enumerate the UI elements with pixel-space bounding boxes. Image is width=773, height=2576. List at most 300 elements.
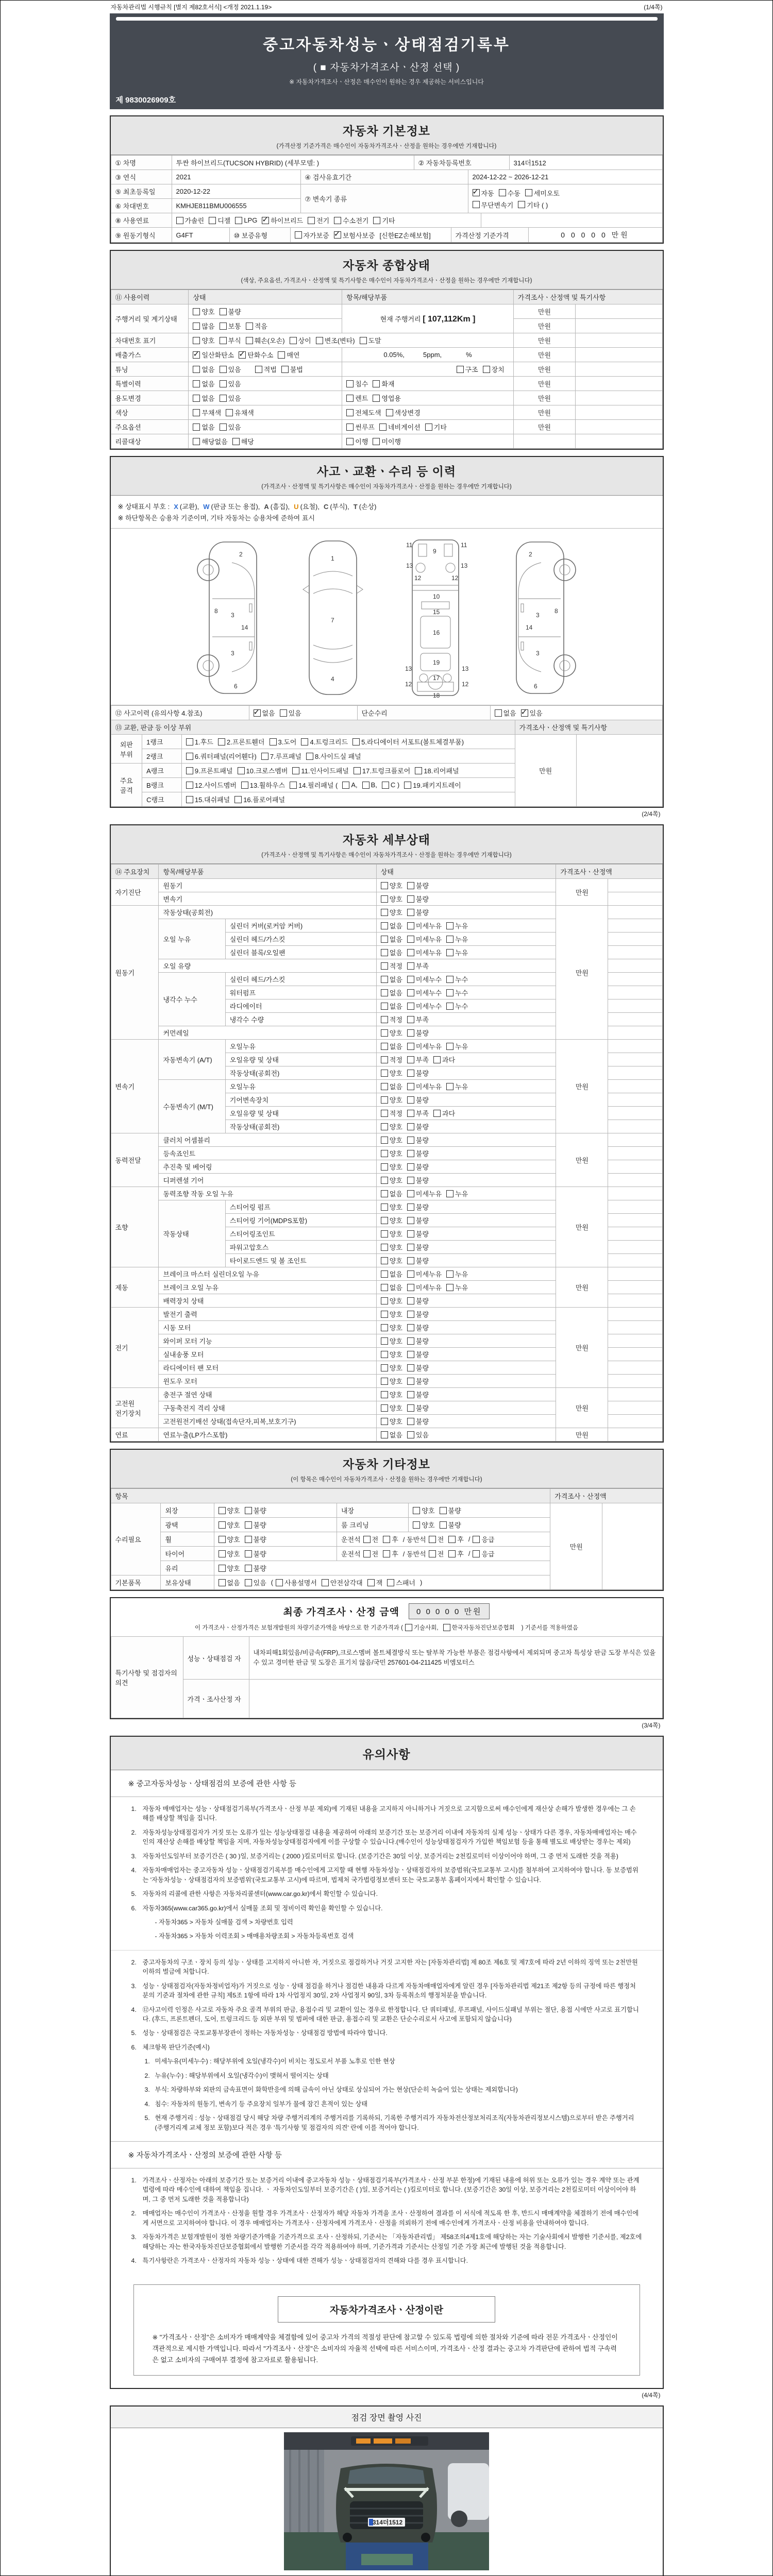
- unchecked-box-icon[interactable]: [381, 1110, 388, 1117]
- checkbox-option[interactable]: [405, 1623, 439, 1632]
- checkbox-option[interactable]: [220, 379, 241, 388]
- unchecked-box-icon[interactable]: [381, 1043, 388, 1050]
- checkbox-option[interactable]: [346, 393, 368, 403]
- unchecked-box-icon[interactable]: [407, 1351, 414, 1358]
- unchecked-box-icon[interactable]: [346, 380, 354, 387]
- unchecked-box-icon[interactable]: [381, 909, 388, 916]
- checkbox-option[interactable]: [381, 1215, 402, 1225]
- checkbox-option[interactable]: [290, 780, 338, 790]
- unchecked-box-icon[interactable]: [346, 395, 354, 402]
- checkbox-option[interactable]: [525, 188, 560, 198]
- unchecked-box-icon[interactable]: [425, 423, 432, 431]
- unchecked-box-icon[interactable]: [381, 1378, 388, 1385]
- checkbox-option[interactable]: [193, 307, 214, 316]
- unchecked-box-icon[interactable]: [342, 782, 349, 789]
- checkbox-option[interactable]: [407, 1122, 429, 1131]
- unchecked-box-icon[interactable]: [334, 217, 341, 224]
- checkbox-option[interactable]: [363, 1549, 379, 1558]
- unchecked-box-icon[interactable]: [373, 438, 380, 445]
- checkbox-option[interactable]: [407, 1095, 429, 1105]
- checkbox-option[interactable]: [386, 408, 421, 417]
- checkbox-option[interactable]: [261, 751, 301, 761]
- checkbox-option[interactable]: [433, 1108, 455, 1118]
- checkbox-option[interactable]: [316, 335, 355, 345]
- unchecked-box-icon[interactable]: [360, 337, 367, 344]
- unchecked-box-icon[interactable]: [518, 201, 525, 208]
- checkbox-option[interactable]: [381, 1229, 402, 1239]
- checkbox-option[interactable]: [473, 188, 494, 198]
- checkbox-option[interactable]: [446, 1269, 468, 1279]
- checkbox-option[interactable]: [334, 230, 375, 240]
- checkbox-option[interactable]: [245, 1549, 266, 1558]
- checkbox-option[interactable]: [346, 422, 375, 432]
- checkbox-option[interactable]: [245, 1563, 266, 1573]
- checkbox-option[interactable]: [235, 216, 257, 224]
- checkbox-option[interactable]: [262, 215, 303, 225]
- checkbox-option[interactable]: [186, 766, 233, 775]
- checkbox-option[interactable]: [429, 1534, 444, 1544]
- checkbox-option[interactable]: [381, 880, 402, 890]
- checkbox-option[interactable]: [295, 230, 329, 240]
- checkbox-option[interactable]: [407, 1336, 429, 1346]
- checkbox-option[interactable]: [220, 422, 241, 432]
- checkbox-option[interactable]: [407, 1389, 429, 1399]
- unchecked-box-icon[interactable]: [306, 753, 313, 760]
- checkbox-option[interactable]: [220, 307, 241, 316]
- checkbox-option[interactable]: [407, 1055, 429, 1064]
- unchecked-box-icon[interactable]: [193, 395, 200, 402]
- checkbox-option[interactable]: [446, 974, 468, 984]
- unchecked-box-icon[interactable]: [363, 1550, 371, 1557]
- checkbox-option[interactable]: [407, 1403, 429, 1413]
- unchecked-box-icon[interactable]: [407, 1163, 414, 1171]
- checkbox-option[interactable]: [407, 907, 429, 917]
- unchecked-box-icon[interactable]: [245, 1579, 252, 1586]
- checkbox-option[interactable]: [407, 1215, 429, 1225]
- unchecked-box-icon[interactable]: [381, 1190, 388, 1197]
- unchecked-box-icon[interactable]: [381, 1230, 388, 1238]
- checkbox-option[interactable]: [209, 215, 230, 225]
- checkbox-option[interactable]: [193, 408, 221, 417]
- checkbox-option[interactable]: [407, 1296, 429, 1306]
- checkbox-option[interactable]: [226, 408, 254, 417]
- checkbox-option[interactable]: [373, 393, 401, 403]
- checkbox-option[interactable]: [407, 1202, 429, 1212]
- unchecked-box-icon[interactable]: [255, 366, 262, 373]
- checkbox-option[interactable]: [407, 1323, 429, 1332]
- checkbox-option[interactable]: [381, 1001, 402, 1011]
- unchecked-box-icon[interactable]: [193, 380, 200, 387]
- unchecked-box-icon[interactable]: [381, 1297, 388, 1304]
- unchecked-box-icon[interactable]: [193, 308, 200, 315]
- unchecked-box-icon[interactable]: [381, 962, 388, 970]
- checkbox-option[interactable]: [245, 1578, 266, 1587]
- checkbox-option[interactable]: [381, 1242, 402, 1252]
- unchecked-box-icon[interactable]: [405, 1624, 412, 1631]
- checkbox-option[interactable]: [446, 1001, 468, 1011]
- unchecked-box-icon[interactable]: [381, 1204, 388, 1211]
- unchecked-box-icon[interactable]: [186, 753, 193, 760]
- checkbox-option[interactable]: [381, 988, 402, 997]
- checkbox-option[interactable]: [360, 335, 381, 345]
- unchecked-box-icon[interactable]: [407, 1110, 414, 1117]
- unchecked-box-icon[interactable]: [193, 423, 200, 431]
- checkbox-option[interactable]: [232, 436, 254, 446]
- unchecked-box-icon[interactable]: [407, 1123, 414, 1130]
- unchecked-box-icon[interactable]: [407, 1016, 414, 1023]
- checkbox-option[interactable]: [362, 781, 377, 789]
- checkbox-option[interactable]: [381, 894, 402, 904]
- checkbox-option[interactable]: [220, 393, 241, 403]
- checkbox-option[interactable]: [219, 1520, 240, 1530]
- unchecked-box-icon[interactable]: [407, 1083, 414, 1090]
- checkbox-option[interactable]: [354, 766, 410, 775]
- checkbox-option[interactable]: [381, 1336, 402, 1346]
- unchecked-box-icon[interactable]: [322, 1579, 329, 1586]
- checkbox-option[interactable]: [407, 1081, 442, 1091]
- unchecked-box-icon[interactable]: [407, 1190, 414, 1197]
- checkbox-option[interactable]: [446, 934, 468, 944]
- unchecked-box-icon[interactable]: [446, 949, 453, 956]
- unchecked-box-icon[interactable]: [381, 1324, 388, 1331]
- checkbox-option[interactable]: [381, 1430, 402, 1439]
- checkbox-option[interactable]: [381, 1269, 402, 1279]
- unchecked-box-icon[interactable]: [381, 1284, 388, 1291]
- unchecked-box-icon[interactable]: [354, 767, 361, 774]
- unchecked-box-icon[interactable]: [448, 1536, 456, 1543]
- checkbox-option[interactable]: [373, 215, 395, 225]
- unchecked-box-icon[interactable]: [220, 366, 227, 373]
- checkbox-option[interactable]: [352, 737, 464, 747]
- unchecked-box-icon[interactable]: [381, 1364, 388, 1371]
- checkbox-option[interactable]: [483, 364, 505, 374]
- unchecked-box-icon[interactable]: [346, 438, 354, 445]
- unchecked-box-icon[interactable]: [407, 1056, 414, 1063]
- unchecked-box-icon[interactable]: [473, 201, 480, 208]
- unchecked-box-icon[interactable]: [220, 308, 227, 315]
- unchecked-box-icon[interactable]: [429, 1536, 436, 1543]
- checkbox-option[interactable]: [219, 1563, 240, 1573]
- unchecked-box-icon[interactable]: [381, 1270, 388, 1278]
- unchecked-box-icon[interactable]: [407, 1137, 414, 1144]
- checkbox-option[interactable]: [407, 1014, 429, 1024]
- checkbox-option[interactable]: [407, 988, 442, 997]
- checkbox-option[interactable]: [381, 1028, 402, 1038]
- checkbox-option[interactable]: [381, 1363, 402, 1372]
- unchecked-box-icon[interactable]: [352, 738, 360, 745]
- unchecked-box-icon[interactable]: [382, 782, 389, 789]
- unchecked-box-icon[interactable]: [295, 231, 302, 239]
- unchecked-box-icon[interactable]: [245, 1521, 252, 1529]
- unchecked-box-icon[interactable]: [219, 1579, 226, 1586]
- unchecked-box-icon[interactable]: [407, 1257, 414, 1264]
- unchecked-box-icon[interactable]: [290, 782, 297, 789]
- checkbox-option[interactable]: [415, 766, 459, 775]
- unchecked-box-icon[interactable]: [407, 895, 414, 903]
- unchecked-box-icon[interactable]: [219, 1521, 226, 1529]
- unchecked-box-icon[interactable]: [407, 1431, 414, 1438]
- checkbox-option[interactable]: [407, 1041, 442, 1051]
- unchecked-box-icon[interactable]: [381, 895, 388, 903]
- unchecked-box-icon[interactable]: [186, 767, 193, 774]
- checkbox-option[interactable]: [425, 422, 447, 432]
- checkbox-option[interactable]: [186, 751, 257, 761]
- checkbox-option[interactable]: [254, 708, 275, 718]
- unchecked-box-icon[interactable]: [440, 1521, 447, 1529]
- unchecked-box-icon[interactable]: [278, 351, 285, 359]
- checkbox-option[interactable]: [234, 794, 285, 804]
- checkbox-option[interactable]: [241, 780, 285, 790]
- checkbox-option[interactable]: [219, 1578, 240, 1587]
- checkbox-option[interactable]: [220, 321, 241, 331]
- checkbox-option[interactable]: [322, 1578, 363, 1587]
- unchecked-box-icon[interactable]: [407, 1003, 414, 1010]
- checkbox-option[interactable]: [446, 921, 468, 930]
- unchecked-box-icon[interactable]: [220, 337, 227, 344]
- checkbox-option[interactable]: [407, 1148, 429, 1158]
- checkbox-option[interactable]: [440, 1520, 461, 1530]
- unchecked-box-icon[interactable]: [387, 1579, 394, 1586]
- unchecked-box-icon[interactable]: [407, 1096, 414, 1104]
- checkbox-option[interactable]: [193, 350, 234, 360]
- checkbox-option[interactable]: [407, 1028, 429, 1038]
- unchecked-box-icon[interactable]: [381, 1163, 388, 1171]
- unchecked-box-icon[interactable]: [381, 1096, 388, 1104]
- unchecked-box-icon[interactable]: [407, 989, 414, 996]
- checkbox-option[interactable]: [473, 200, 514, 210]
- unchecked-box-icon[interactable]: [483, 366, 490, 373]
- unchecked-box-icon[interactable]: [448, 1550, 456, 1557]
- checkbox-option[interactable]: [407, 1282, 442, 1292]
- checkbox-option[interactable]: [219, 1505, 240, 1515]
- checkbox-option[interactable]: [473, 1534, 494, 1544]
- checkbox-option[interactable]: [342, 781, 357, 789]
- checkbox-option[interactable]: [381, 921, 402, 930]
- unchecked-box-icon[interactable]: [443, 1624, 450, 1631]
- checkbox-option[interactable]: [407, 1430, 429, 1439]
- unchecked-box-icon[interactable]: [446, 936, 453, 943]
- checkbox-option[interactable]: [407, 1175, 429, 1185]
- unchecked-box-icon[interactable]: [407, 1217, 414, 1224]
- unchecked-box-icon[interactable]: [407, 1364, 414, 1371]
- checkbox-option[interactable]: [381, 1376, 402, 1386]
- unchecked-box-icon[interactable]: [381, 1123, 388, 1130]
- checkbox-option[interactable]: [381, 1403, 402, 1413]
- unchecked-box-icon[interactable]: [525, 189, 532, 196]
- unchecked-box-icon[interactable]: [381, 1217, 388, 1224]
- checkbox-option[interactable]: [381, 1296, 402, 1306]
- unchecked-box-icon[interactable]: [245, 1565, 252, 1572]
- checkbox-option[interactable]: [407, 1068, 429, 1078]
- checkbox-option[interactable]: [290, 335, 311, 345]
- checkbox-option[interactable]: [381, 1175, 402, 1185]
- unchecked-box-icon[interactable]: [219, 1536, 226, 1543]
- unchecked-box-icon[interactable]: [381, 989, 388, 996]
- checkbox-option[interactable]: [308, 215, 329, 225]
- checkbox-option[interactable]: [381, 1202, 402, 1212]
- unchecked-box-icon[interactable]: [218, 738, 225, 745]
- checkbox-option[interactable]: [306, 751, 361, 761]
- checkbox-option[interactable]: [446, 1282, 468, 1292]
- checkbox-option[interactable]: [373, 379, 394, 388]
- checkbox-option[interactable]: [407, 1363, 429, 1372]
- unchecked-box-icon[interactable]: [261, 753, 268, 760]
- unchecked-box-icon[interactable]: [346, 409, 354, 416]
- unchecked-box-icon[interactable]: [407, 936, 414, 943]
- checkbox-option[interactable]: [443, 1623, 515, 1632]
- checkbox-option[interactable]: [193, 422, 214, 432]
- unchecked-box-icon[interactable]: [381, 1391, 388, 1398]
- checkbox-option[interactable]: [404, 780, 461, 790]
- checkbox-option[interactable]: [381, 1323, 402, 1332]
- checkbox-option[interactable]: [446, 1189, 468, 1198]
- unchecked-box-icon[interactable]: [193, 438, 200, 445]
- checkbox-option[interactable]: [381, 1416, 402, 1426]
- checkbox-option[interactable]: [346, 436, 368, 446]
- checkbox-option[interactable]: [495, 708, 516, 718]
- checkbox-option[interactable]: [246, 335, 285, 345]
- unchecked-box-icon[interactable]: [457, 366, 464, 373]
- checkbox-option[interactable]: [407, 934, 442, 944]
- checkbox-option[interactable]: [193, 379, 214, 388]
- checkbox-option[interactable]: [381, 974, 402, 984]
- unchecked-box-icon[interactable]: [220, 323, 227, 330]
- unchecked-box-icon[interactable]: [381, 949, 388, 956]
- unchecked-box-icon[interactable]: [407, 1284, 414, 1291]
- unchecked-box-icon[interactable]: [193, 337, 200, 344]
- unchecked-box-icon[interactable]: [373, 217, 380, 224]
- unchecked-box-icon[interactable]: [407, 1070, 414, 1077]
- checkbox-option[interactable]: [381, 1108, 402, 1118]
- checkbox-option[interactable]: [407, 894, 429, 904]
- unchecked-box-icon[interactable]: [407, 1418, 414, 1425]
- checkbox-option[interactable]: [446, 1041, 468, 1051]
- checkbox-option[interactable]: [381, 1041, 402, 1051]
- unchecked-box-icon[interactable]: [407, 949, 414, 956]
- checkbox-option[interactable]: [407, 1108, 429, 1118]
- unchecked-box-icon[interactable]: [381, 882, 388, 889]
- checkbox-option[interactable]: [245, 1505, 266, 1515]
- checkbox-option[interactable]: [381, 1162, 402, 1172]
- checkbox-option[interactable]: [407, 1309, 429, 1319]
- checkbox-option[interactable]: [407, 1001, 442, 1011]
- unchecked-box-icon[interactable]: [219, 1507, 226, 1514]
- checkbox-option[interactable]: [407, 880, 429, 890]
- unchecked-box-icon[interactable]: [404, 782, 411, 789]
- unchecked-box-icon[interactable]: [381, 1137, 388, 1144]
- checked-box-icon[interactable]: [193, 351, 200, 359]
- checkbox-option[interactable]: [446, 988, 468, 997]
- checkbox-option[interactable]: [381, 1135, 402, 1145]
- checkbox-option[interactable]: [429, 1549, 444, 1558]
- checkbox-option[interactable]: [413, 1520, 434, 1530]
- checkbox-option[interactable]: [381, 934, 402, 944]
- unchecked-box-icon[interactable]: [407, 1150, 414, 1157]
- checkbox-option[interactable]: [220, 364, 241, 374]
- checkbox-option[interactable]: [239, 350, 273, 360]
- unchecked-box-icon[interactable]: [220, 380, 227, 387]
- unchecked-box-icon[interactable]: [241, 782, 248, 789]
- checkbox-option[interactable]: [381, 1349, 402, 1359]
- checkbox-option[interactable]: [518, 200, 548, 210]
- checkbox-option[interactable]: [407, 1349, 429, 1359]
- checkbox-option[interactable]: [382, 781, 399, 789]
- unchecked-box-icon[interactable]: [407, 1177, 414, 1184]
- checkbox-option[interactable]: [219, 1549, 240, 1558]
- checkbox-option[interactable]: [433, 1055, 455, 1064]
- checkbox-option[interactable]: [499, 188, 520, 198]
- checkbox-option[interactable]: [381, 1189, 402, 1198]
- checkbox-option[interactable]: [521, 708, 543, 718]
- unchecked-box-icon[interactable]: [381, 1257, 388, 1264]
- unchecked-box-icon[interactable]: [238, 767, 245, 774]
- unchecked-box-icon[interactable]: [381, 1337, 388, 1345]
- unchecked-box-icon[interactable]: [407, 909, 414, 916]
- unchecked-box-icon[interactable]: [381, 1029, 388, 1037]
- unchecked-box-icon[interactable]: [407, 962, 414, 970]
- checked-box-icon[interactable]: [334, 231, 341, 239]
- unchecked-box-icon[interactable]: [381, 1244, 388, 1251]
- unchecked-box-icon[interactable]: [383, 1536, 390, 1543]
- unchecked-box-icon[interactable]: [446, 1043, 453, 1050]
- unchecked-box-icon[interactable]: [381, 936, 388, 943]
- checkbox-option[interactable]: [387, 1578, 415, 1587]
- unchecked-box-icon[interactable]: [270, 738, 277, 745]
- unchecked-box-icon[interactable]: [413, 1521, 420, 1529]
- unchecked-box-icon[interactable]: [446, 922, 453, 929]
- checkbox-option[interactable]: [407, 1162, 429, 1172]
- checkbox-option[interactable]: [373, 436, 401, 446]
- unchecked-box-icon[interactable]: [495, 709, 502, 717]
- checkbox-option[interactable]: [407, 947, 442, 957]
- checkbox-option[interactable]: [276, 1578, 317, 1587]
- checkbox-option[interactable]: [448, 1534, 464, 1544]
- unchecked-box-icon[interactable]: [381, 1003, 388, 1010]
- unchecked-box-icon[interactable]: [446, 1284, 453, 1291]
- unchecked-box-icon[interactable]: [280, 709, 287, 717]
- unchecked-box-icon[interactable]: [473, 1536, 480, 1543]
- unchecked-box-icon[interactable]: [245, 1550, 252, 1557]
- checkbox-option[interactable]: [381, 1389, 402, 1399]
- checkbox-option[interactable]: [473, 1549, 494, 1558]
- unchecked-box-icon[interactable]: [301, 738, 308, 745]
- checked-box-icon[interactable]: [254, 709, 261, 717]
- unchecked-box-icon[interactable]: [407, 882, 414, 889]
- unchecked-box-icon[interactable]: [234, 796, 242, 803]
- unchecked-box-icon[interactable]: [186, 782, 193, 789]
- checkbox-option[interactable]: [381, 1014, 402, 1024]
- checkbox-option[interactable]: [186, 794, 230, 804]
- unchecked-box-icon[interactable]: [308, 217, 315, 224]
- unchecked-box-icon[interactable]: [407, 1230, 414, 1238]
- unchecked-box-icon[interactable]: [407, 1404, 414, 1412]
- unchecked-box-icon[interactable]: [381, 1351, 388, 1358]
- checkbox-option[interactable]: [245, 1520, 266, 1530]
- checkbox-option[interactable]: [407, 1256, 429, 1265]
- checkbox-option[interactable]: [292, 766, 348, 775]
- unchecked-box-icon[interactable]: [381, 1418, 388, 1425]
- checkbox-option[interactable]: [381, 1068, 402, 1078]
- unchecked-box-icon[interactable]: [373, 380, 380, 387]
- unchecked-box-icon[interactable]: [407, 1324, 414, 1331]
- unchecked-box-icon[interactable]: [290, 337, 297, 344]
- unchecked-box-icon[interactable]: [381, 1056, 388, 1063]
- unchecked-box-icon[interactable]: [186, 796, 193, 803]
- unchecked-box-icon[interactable]: [407, 1378, 414, 1385]
- checkbox-option[interactable]: [381, 1081, 402, 1091]
- checkbox-option[interactable]: [334, 215, 368, 225]
- unchecked-box-icon[interactable]: [446, 1003, 453, 1010]
